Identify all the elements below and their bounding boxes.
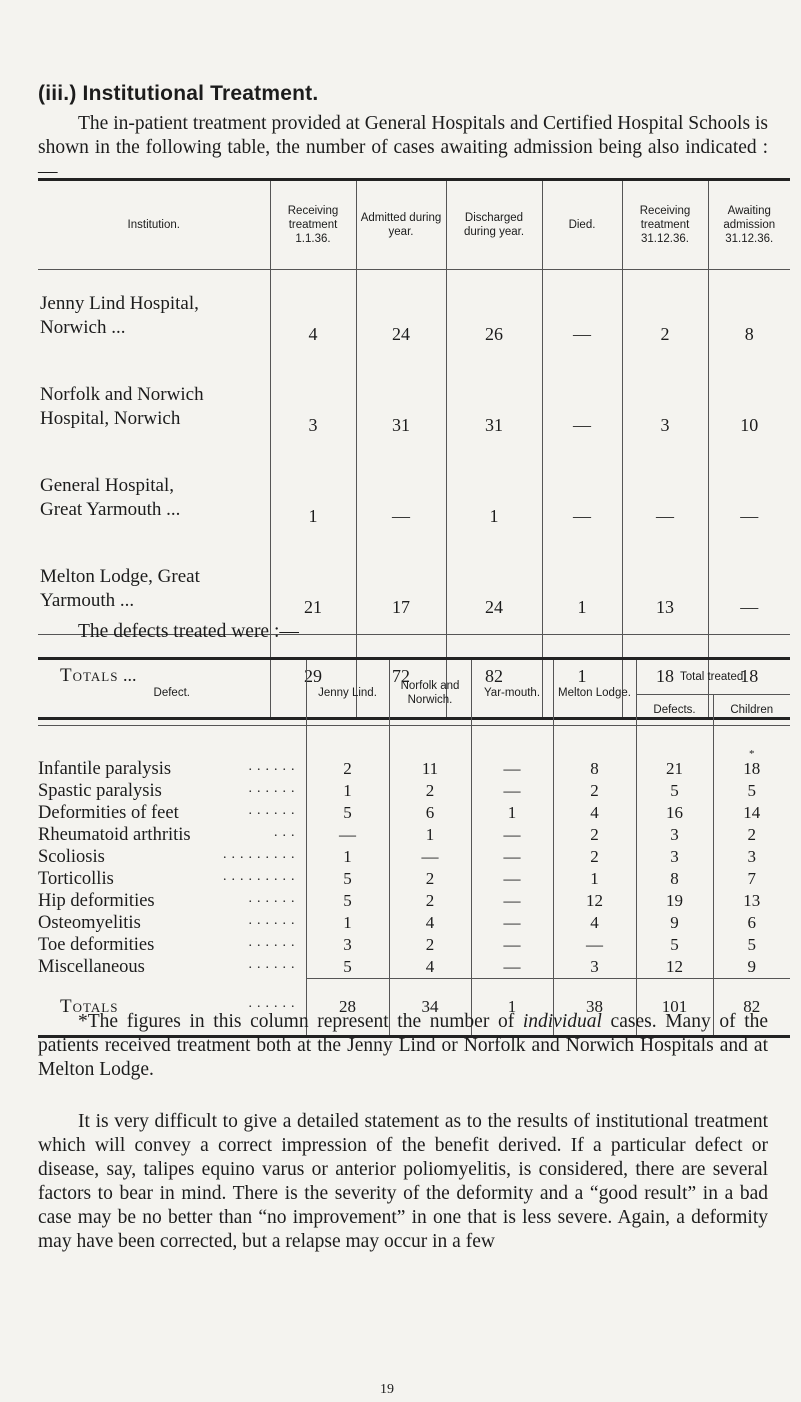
- defect-name: Infantile paralysis ......: [38, 758, 300, 779]
- cell-value: 8: [708, 270, 790, 362]
- defects-intro: [38, 620, 768, 644]
- cell-value: 1: [306, 912, 389, 934]
- cell-value: —: [471, 824, 553, 846]
- defect-name: Toe deformities ......: [38, 934, 300, 955]
- cell-value: 4: [389, 956, 471, 979]
- cell-value: 4: [389, 912, 471, 934]
- total-value: 82: [446, 635, 542, 719]
- cell-value: 3: [636, 846, 713, 868]
- defect-name: Scoliosis .........: [38, 846, 300, 867]
- cell-value: —: [708, 543, 790, 635]
- cell-value: 3: [270, 361, 356, 452]
- institution-name: Norfolk and Norwich Hospital, Norwich: [40, 383, 204, 429]
- cell-value: 11: [389, 758, 471, 780]
- cell-value: 2: [713, 824, 790, 846]
- defect-row: [38, 758, 790, 780]
- header-discharged: Discharged during year.: [446, 180, 542, 270]
- institution-name: Jenny Lind Hospital, Norwich ...: [40, 292, 199, 338]
- cell-value: —: [471, 868, 553, 890]
- cell-value: 5: [306, 890, 389, 912]
- cell-value: 5: [713, 780, 790, 802]
- institutions-header-row: [38, 180, 790, 270]
- cell-value: 4: [553, 912, 636, 934]
- closing-text: It is very difficult to give a detailed statement as to the results of institutional treatment which will convey a correct impression of the benefit derived. If a particular defect or disease, say, talipes equino varus or anterior poliomyelitis, is considered, there are several factors to bear in mind. There is the severity of the deformity and a “good result” in a bad case may be no better than “no improvement” in one that is less severe. Again, a deformity may have been corrected, but a relapse may occur in a few: [38, 1111, 768, 1252]
- cell-value: 13: [713, 890, 790, 912]
- defect-name: Torticollis .........: [38, 868, 300, 889]
- cell-value: 2: [389, 868, 471, 890]
- institution-row: [38, 270, 790, 362]
- cell-value: 31: [446, 361, 542, 452]
- header-institution: Institution.: [38, 180, 270, 270]
- cell-value: —: [306, 824, 389, 846]
- header-died: Died.: [542, 180, 622, 270]
- cell-value: 2: [389, 934, 471, 956]
- header-receiving-end: Receiving treatment 31.12.36.: [622, 180, 708, 270]
- header-defect: Defect.: [38, 659, 306, 726]
- institution-name: Melton Lodge, Great Yarmouth ...: [40, 565, 200, 611]
- cell-value: —: [471, 890, 553, 912]
- cell-value: 3: [636, 824, 713, 846]
- asterisk-marker: *: [749, 748, 755, 760]
- footnote-lead: *The figures in this column represent the number of: [78, 1011, 515, 1032]
- cell-value: 26: [446, 270, 542, 362]
- cell-value: 1: [306, 780, 389, 802]
- cell-value: 1: [389, 824, 471, 846]
- cell-value: 7: [713, 868, 790, 890]
- footnote-rest: cases. Many of the patients received treatment both at the Jenny Lind or Norfolk and Norwich Hospitals and at Melton Lodge.: [38, 1011, 769, 1080]
- footnote-emphasis: individual: [522, 1011, 602, 1032]
- cell-value: 9: [713, 956, 790, 979]
- defect-row: [38, 890, 790, 912]
- cell-value: 12: [636, 956, 713, 979]
- closing-paragraph: [38, 1110, 768, 1254]
- cell-value: 5: [306, 868, 389, 890]
- header-jenny-lind: Jenny Lind.: [306, 659, 389, 726]
- header-yarmouth: Yar-mouth.: [471, 659, 553, 726]
- cell-value: 2: [553, 824, 636, 846]
- cell-value: —: [542, 361, 622, 452]
- cell-value: 6: [389, 802, 471, 824]
- totals-label: Totals ...: [38, 635, 270, 719]
- section-heading: (iii.) Institutional Treatment.: [38, 82, 319, 105]
- cell-value: 3: [622, 361, 708, 452]
- cell-value: 2: [622, 270, 708, 362]
- total-value: 101: [636, 979, 713, 1037]
- cell-value: 4: [553, 802, 636, 824]
- header-defects: Defects.: [636, 695, 713, 726]
- cell-value: 21: [270, 543, 356, 635]
- cell-value: 21: [636, 758, 713, 780]
- cell-value: 1: [553, 868, 636, 890]
- cell-value: 5: [636, 780, 713, 802]
- defects-header-row: [38, 659, 790, 695]
- cell-value: 3: [713, 846, 790, 868]
- cell-value: 4: [270, 270, 356, 362]
- cell-value: 1: [446, 452, 542, 543]
- cell-value: 19: [636, 890, 713, 912]
- defect-row: [38, 846, 790, 868]
- cell-value: 5: [713, 934, 790, 956]
- defect-row: [38, 824, 790, 846]
- cell-value: 2: [553, 846, 636, 868]
- cell-value: 3: [306, 934, 389, 956]
- cell-value: —: [471, 758, 553, 780]
- cell-value: —: [389, 846, 471, 868]
- cell-value: 12: [553, 890, 636, 912]
- cell-value: 2: [389, 890, 471, 912]
- cell-value: 18: [713, 758, 790, 780]
- cell-value: 5: [306, 956, 389, 979]
- cell-value: 1: [270, 452, 356, 543]
- total-value: 29: [270, 635, 356, 719]
- institution-row: [38, 452, 790, 543]
- cell-value: 14: [713, 802, 790, 824]
- cell-value: 5: [306, 802, 389, 824]
- cell-value: —: [542, 270, 622, 362]
- defect-row: [38, 912, 790, 934]
- defect-row: [38, 868, 790, 890]
- cell-value: 24: [356, 270, 446, 362]
- intro-paragraph: [38, 112, 768, 184]
- total-value: 1: [542, 635, 622, 719]
- cell-value: 5: [636, 934, 713, 956]
- cell-value: 13: [622, 543, 708, 635]
- header-admitted: Admitted during year.: [356, 180, 446, 270]
- cell-value: 1: [306, 846, 389, 868]
- cell-value: —: [542, 452, 622, 543]
- footnote: [38, 1010, 768, 1082]
- defect-row: [38, 780, 790, 802]
- header-awaiting: Awaiting admission 31.12.36.: [708, 180, 790, 270]
- cell-value: —: [471, 846, 553, 868]
- header-norfolk-norwich: Norfolk and Norwich.: [389, 659, 471, 726]
- cell-value: 8: [553, 758, 636, 780]
- cell-value: —: [471, 956, 553, 979]
- total-value: 82: [713, 979, 790, 1037]
- cell-value: —: [471, 934, 553, 956]
- cell-value: 9: [636, 912, 713, 934]
- cell-value: —: [708, 452, 790, 543]
- header-children: Children: [713, 695, 790, 726]
- cell-value: 2: [553, 780, 636, 802]
- defect-name: Miscellaneous ......: [38, 956, 300, 977]
- institution-row: [38, 361, 790, 452]
- defect-name: Spastic paralysis ......: [38, 780, 300, 801]
- totals-label: Totals ......: [38, 979, 306, 1037]
- cell-value: 2: [389, 780, 471, 802]
- intro-text: The in-patient treatment provided at General Hospitals and Certified Hospital Schools is shown in the following table, the number of cases awaiting admission being also indicated :—: [38, 113, 768, 182]
- defect-name: Rheumatoid arthritis ...: [38, 824, 300, 845]
- cell-value: 2: [306, 758, 389, 780]
- defect-name: Deformities of feet ......: [38, 802, 300, 823]
- cell-value: 17: [356, 543, 446, 635]
- defect-name: Hip deformities ......: [38, 890, 300, 911]
- defect-row: [38, 802, 790, 824]
- spacer-row: [38, 726, 790, 759]
- cell-value: 8: [636, 868, 713, 890]
- header-total-treated: Total treated.: [636, 659, 790, 695]
- total-value: 28: [306, 979, 389, 1037]
- cell-value: 31: [356, 361, 446, 452]
- total-value: 18: [708, 635, 790, 719]
- cell-value: —: [553, 934, 636, 956]
- cell-value: 10: [708, 361, 790, 452]
- page-number: 19: [380, 1382, 394, 1397]
- header-receiving-start: Receiving treatment 1.1.36.: [270, 180, 356, 270]
- cell-value: —: [622, 452, 708, 543]
- defect-row: [38, 934, 790, 956]
- cell-value: —: [471, 912, 553, 934]
- total-value: 38: [553, 979, 636, 1037]
- header-melton-lodge: Melton Lodge.: [553, 659, 636, 726]
- total-value: 18: [622, 635, 708, 719]
- cell-value: 16: [636, 802, 713, 824]
- cell-value: 24: [446, 543, 542, 635]
- cell-value: 3: [553, 956, 636, 979]
- cell-value: 1: [471, 802, 553, 824]
- cell-value: 1: [542, 543, 622, 635]
- total-value: 72: [356, 635, 446, 719]
- defect-row: [38, 956, 790, 979]
- total-value: 34: [389, 979, 471, 1037]
- cell-value: —: [471, 780, 553, 802]
- defect-name: Osteomyelitis ......: [38, 912, 300, 933]
- institution-name: General Hospital, Great Yarmouth ...: [40, 474, 181, 520]
- total-value: 1: [471, 979, 553, 1037]
- defects-intro-text: The defects treated were :—: [78, 621, 299, 642]
- cell-value: —: [356, 452, 446, 543]
- cell-value: 6: [713, 912, 790, 934]
- defects-table: [38, 657, 790, 1038]
